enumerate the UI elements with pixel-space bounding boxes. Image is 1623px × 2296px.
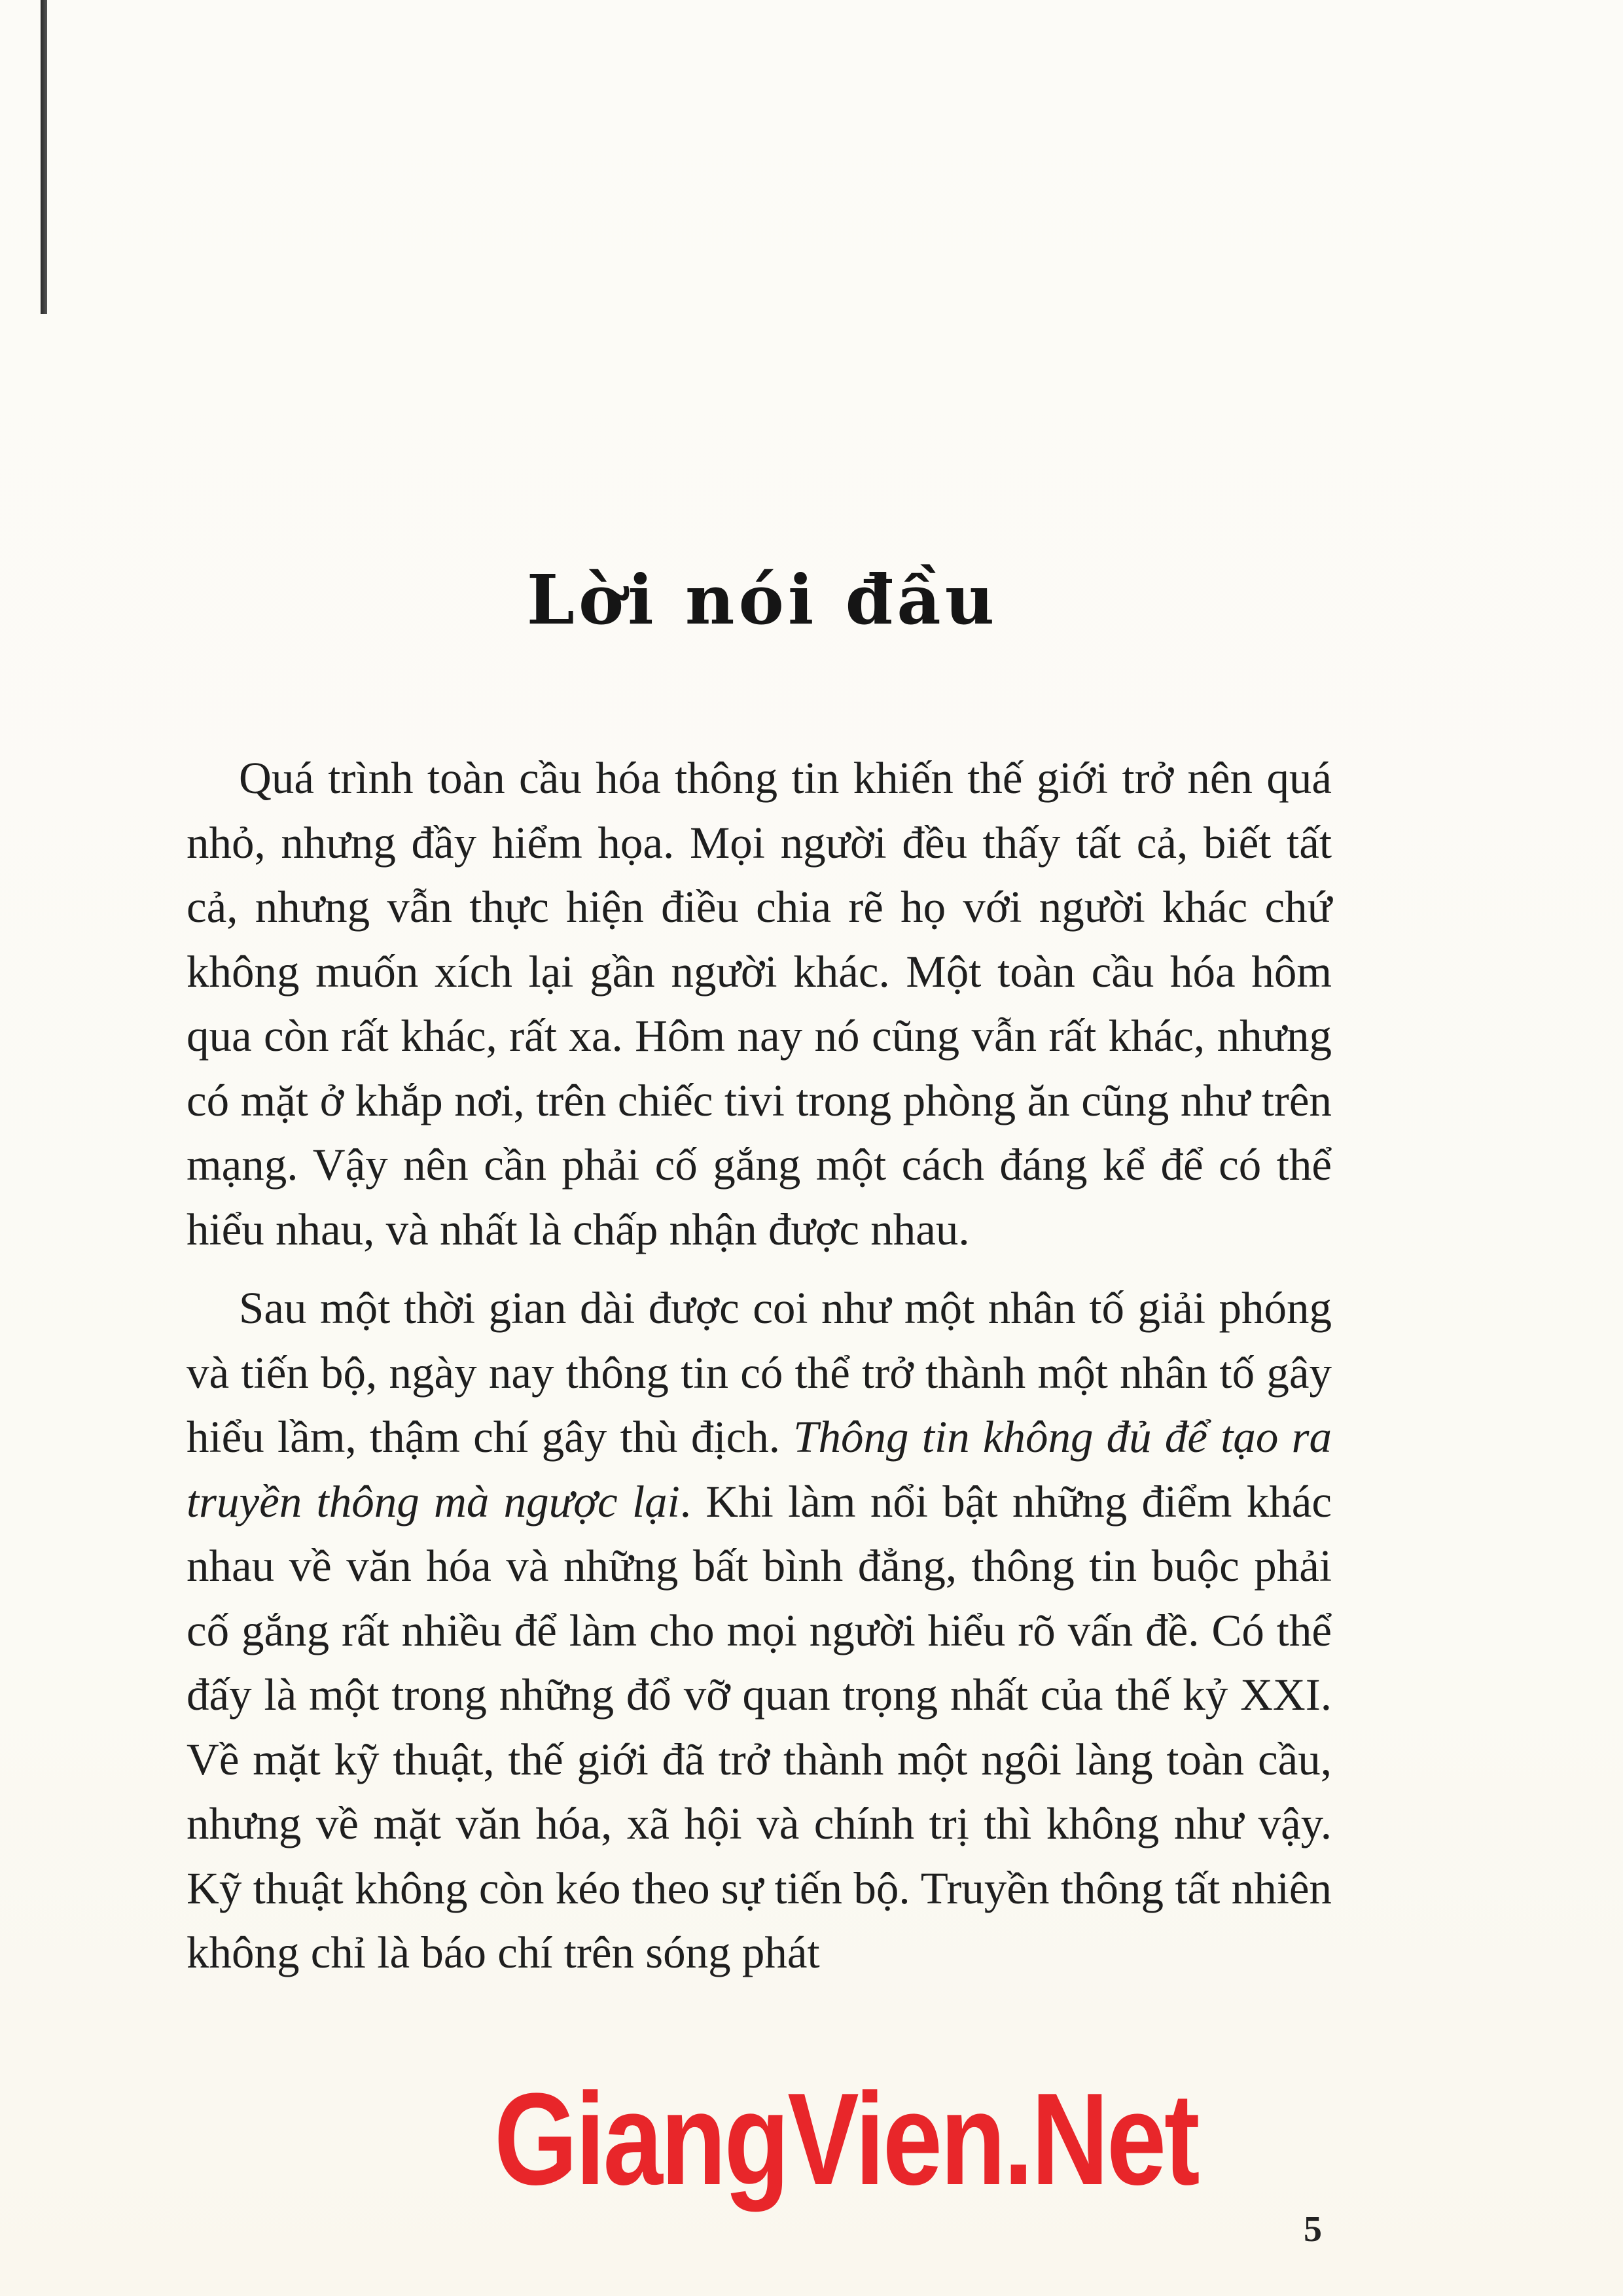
paragraph-1: Quá trình toàn cầu hóa thông tin khiến thế giới trở nên quá nhỏ, nhưng đầy hiểm họa. Mọi người đều thấy tất cả, biết tất cả, nhưng vẫn thực hiện điều chia rẽ họ với người khác chứ không muốn xích lại gần người khác. Một toàn cầu hóa hôm qua còn rất khác, rất xa. Hôm nay nó cũng vẫn rất khác, nhưng có mặt ở khắp nơi, trên chiếc tivi trong phòng ăn cũng như trên mạng. Vậy nên cần phải cố gắng một cách đáng kể để có thể hiểu nhau, và nhất là chấp nhận được nhau. [187,753,1332,1254]
binding-edge [41,0,47,314]
paragraph-2-end: . Khi làm nổi bật những điểm khác nhau về văn hóa và những bất bình đẳng, thông tin buộc phải cố gắng rất nhiều để làm cho mọi người hiểu rõ vấn đề. Có thể đấy là một trong những đổ vỡ quan trọng nhất của thế kỷ XXI. Về mặt kỹ thuật, thế giới đã trở thành một ngôi làng toàn cầu, nhưng về mặt văn hóa, xã hội và chính trị thì không như vậy. Kỹ thuật không còn kéo theo sự tiến bộ. Truyền thông tất nhiên không chỉ là báo chí trên sóng phát [187,1476,1332,1977]
body-text [187,746,1332,2000]
page-number: 5 [1304,2209,1322,2250]
paragraph-2 [187,1276,1332,1985]
page-title: Lời nói đầu [526,559,999,640]
paragraph-2-start: Sau một thời gian dài được coi như một nhân tố giải phóng và tiến bộ, ngày nay thông tin có thể trở thành một nhân tố gây hiểu lầm, thậm chí gây thù địch. [187,1283,1332,1462]
paragraph-2-italic: Thông tin không đủ để tạo ra truyền thông mà ngược lại [187,1412,1332,1527]
watermark-logo: GiangVien.Net [494,2066,1198,2212]
